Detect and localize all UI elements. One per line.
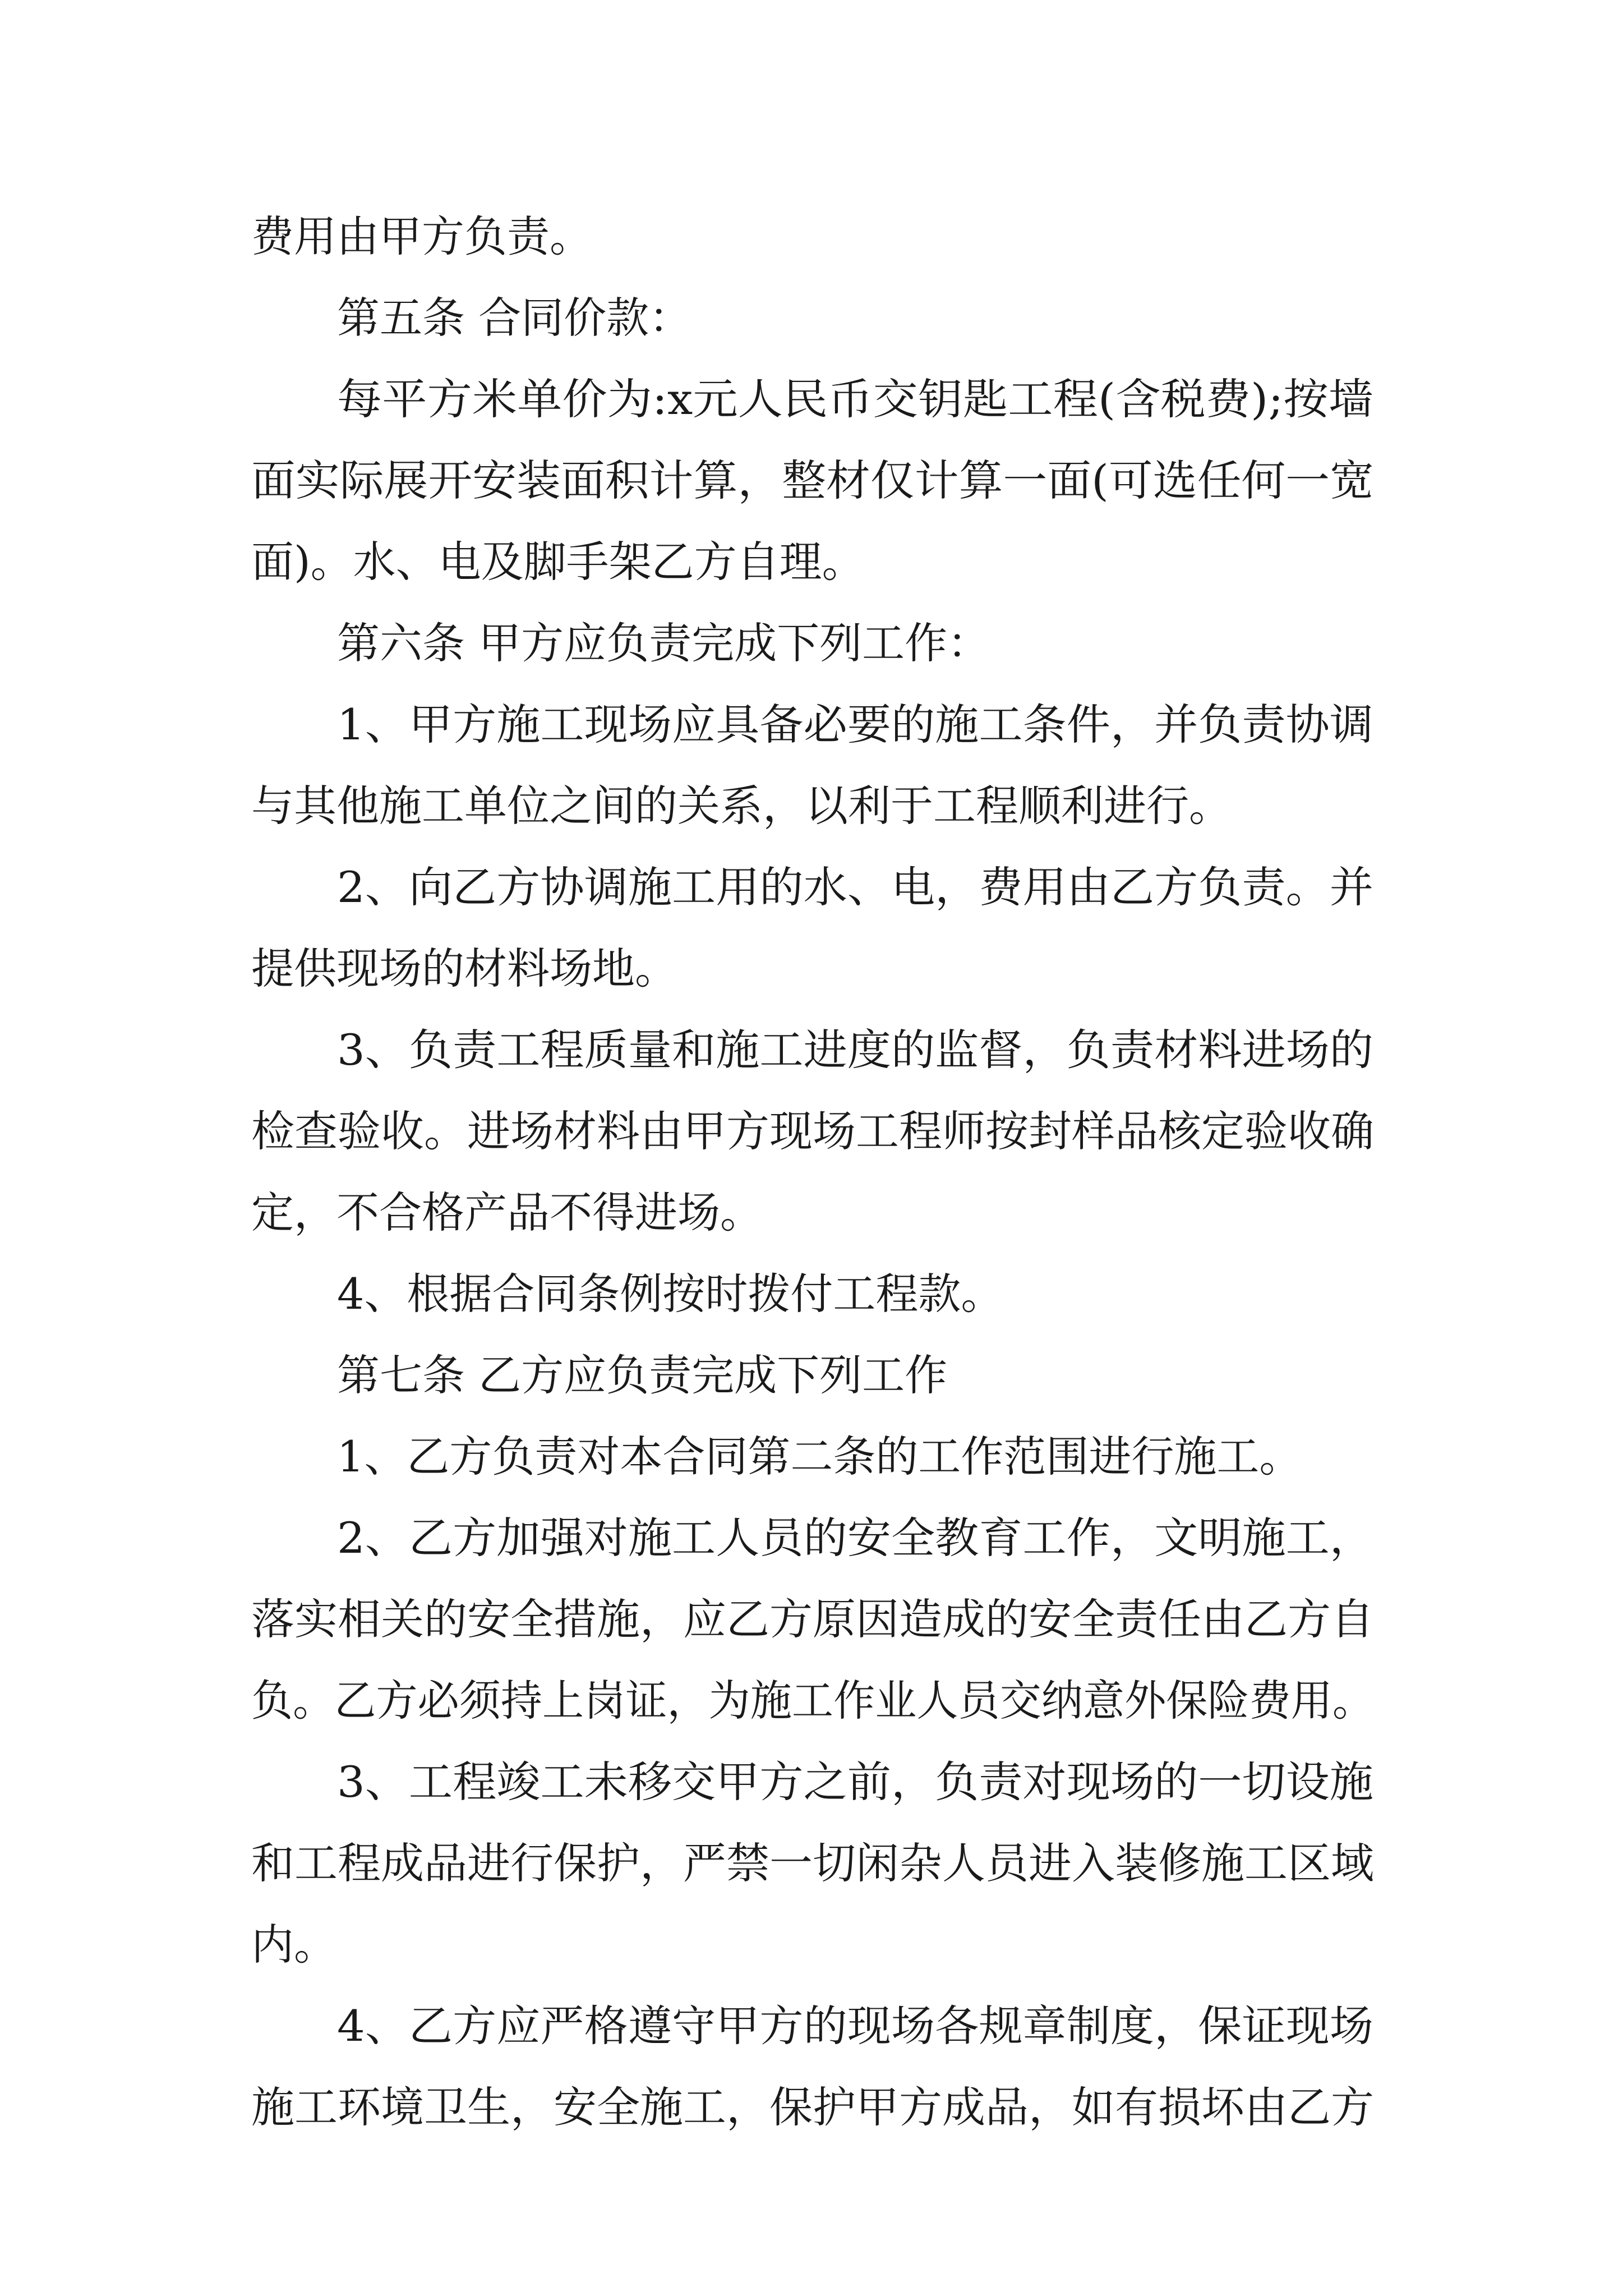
text-line-content: 费用由甲方负责。 (251, 211, 592, 261)
text-line (251, 528, 865, 596)
text-line (251, 935, 677, 1002)
text-line-content: 落实相关的安全措施，应乙方原因造成的安全责任由乙方自 (251, 1594, 1374, 1644)
text-line (337, 691, 1373, 758)
text-line-content: 和工程成品进行保护，严禁一切闲杂人员进入装修施工区域 (251, 1838, 1374, 1888)
section-heading (337, 284, 691, 352)
text-line (337, 366, 1373, 433)
text-line (337, 1260, 1003, 1328)
text-line (251, 1667, 1402, 1734)
text-line (337, 1504, 1373, 1572)
text-line-content: 内。 (251, 1920, 336, 1970)
text-line-content: 4、乙方应严格遵守甲方的现场各规章制度，保证现场 (337, 2001, 1373, 2051)
text-line-content: 2、向乙方协调施工用的水、电，费用由乙方负责。并 (337, 862, 1373, 912)
text-line (337, 1749, 1373, 1816)
text-line-content: 3、负责工程质量和施工进度的监督，负责材料进场的 (337, 1025, 1373, 1075)
text-line (337, 1423, 1302, 1490)
text-line (337, 854, 1373, 921)
text-line-content: 4、根据合同条例按时拨付工程款。 (337, 1269, 1004, 1319)
text-line-content: 第五条 合同价款： (337, 293, 692, 343)
text-line-content: 提供现场的材料场地。 (251, 944, 677, 993)
text-line-content: 定，不合格产品不得进场。 (251, 1188, 763, 1237)
text-line (337, 1993, 1373, 2060)
text-line (251, 1098, 1374, 1165)
text-line (251, 2074, 1374, 2141)
text-line (251, 772, 1232, 840)
text-line-content: 1、乙方负责对本合同第二条的工作范围进行施工。 (337, 1432, 1302, 1481)
text-line-content: 3、工程竣工未移交甲方之前，负责对现场的一切设施 (337, 1757, 1373, 1807)
text-line (251, 1911, 336, 1978)
text-line-content: 第七条 乙方应负责完成下列工作 (337, 1350, 948, 1400)
text-line (251, 1179, 763, 1246)
text-line-content: 负。乙方必须持上岗证，为施工作业人员交纳意外保险费用。 (251, 1676, 1374, 1726)
text-line (251, 1830, 1374, 1897)
text-line-content: 每平方米单价为:x元人民币交钥匙工程(含税费);按墙 (337, 374, 1373, 424)
text-line-content: 面实际展开安装面积计算，整材仅计算一面(可选任何一宽 (251, 455, 1374, 505)
text-line (251, 203, 592, 270)
text-line-content: 施工环境卫生，安全施工，保护甲方成品，如有损坏由乙方 (251, 2082, 1374, 2132)
text-line-content: 面)。水、电及脚手架乙方自理。 (251, 537, 865, 587)
text-line-content: 1、甲方施工现场应具备必要的施工条件，并负责协调 (337, 700, 1373, 749)
text-line (251, 447, 1374, 514)
text-line (337, 1016, 1373, 1084)
text-line (251, 1586, 1374, 1653)
text-line-content: 与其他施工单位之间的关系，以利于工程顺利进行。 (251, 781, 1232, 831)
text-line-content: 2、乙方加强对施工人员的安全教育工作，文明施工， (337, 1513, 1373, 1563)
section-heading (337, 610, 990, 677)
text-line-content: 第六条 甲方应负责完成下列工作： (337, 618, 990, 668)
text-line-content: 检查验收。进场材料由甲方现场工程师按封样品核定验收确 (251, 1106, 1374, 1156)
section-heading (337, 1342, 947, 1409)
